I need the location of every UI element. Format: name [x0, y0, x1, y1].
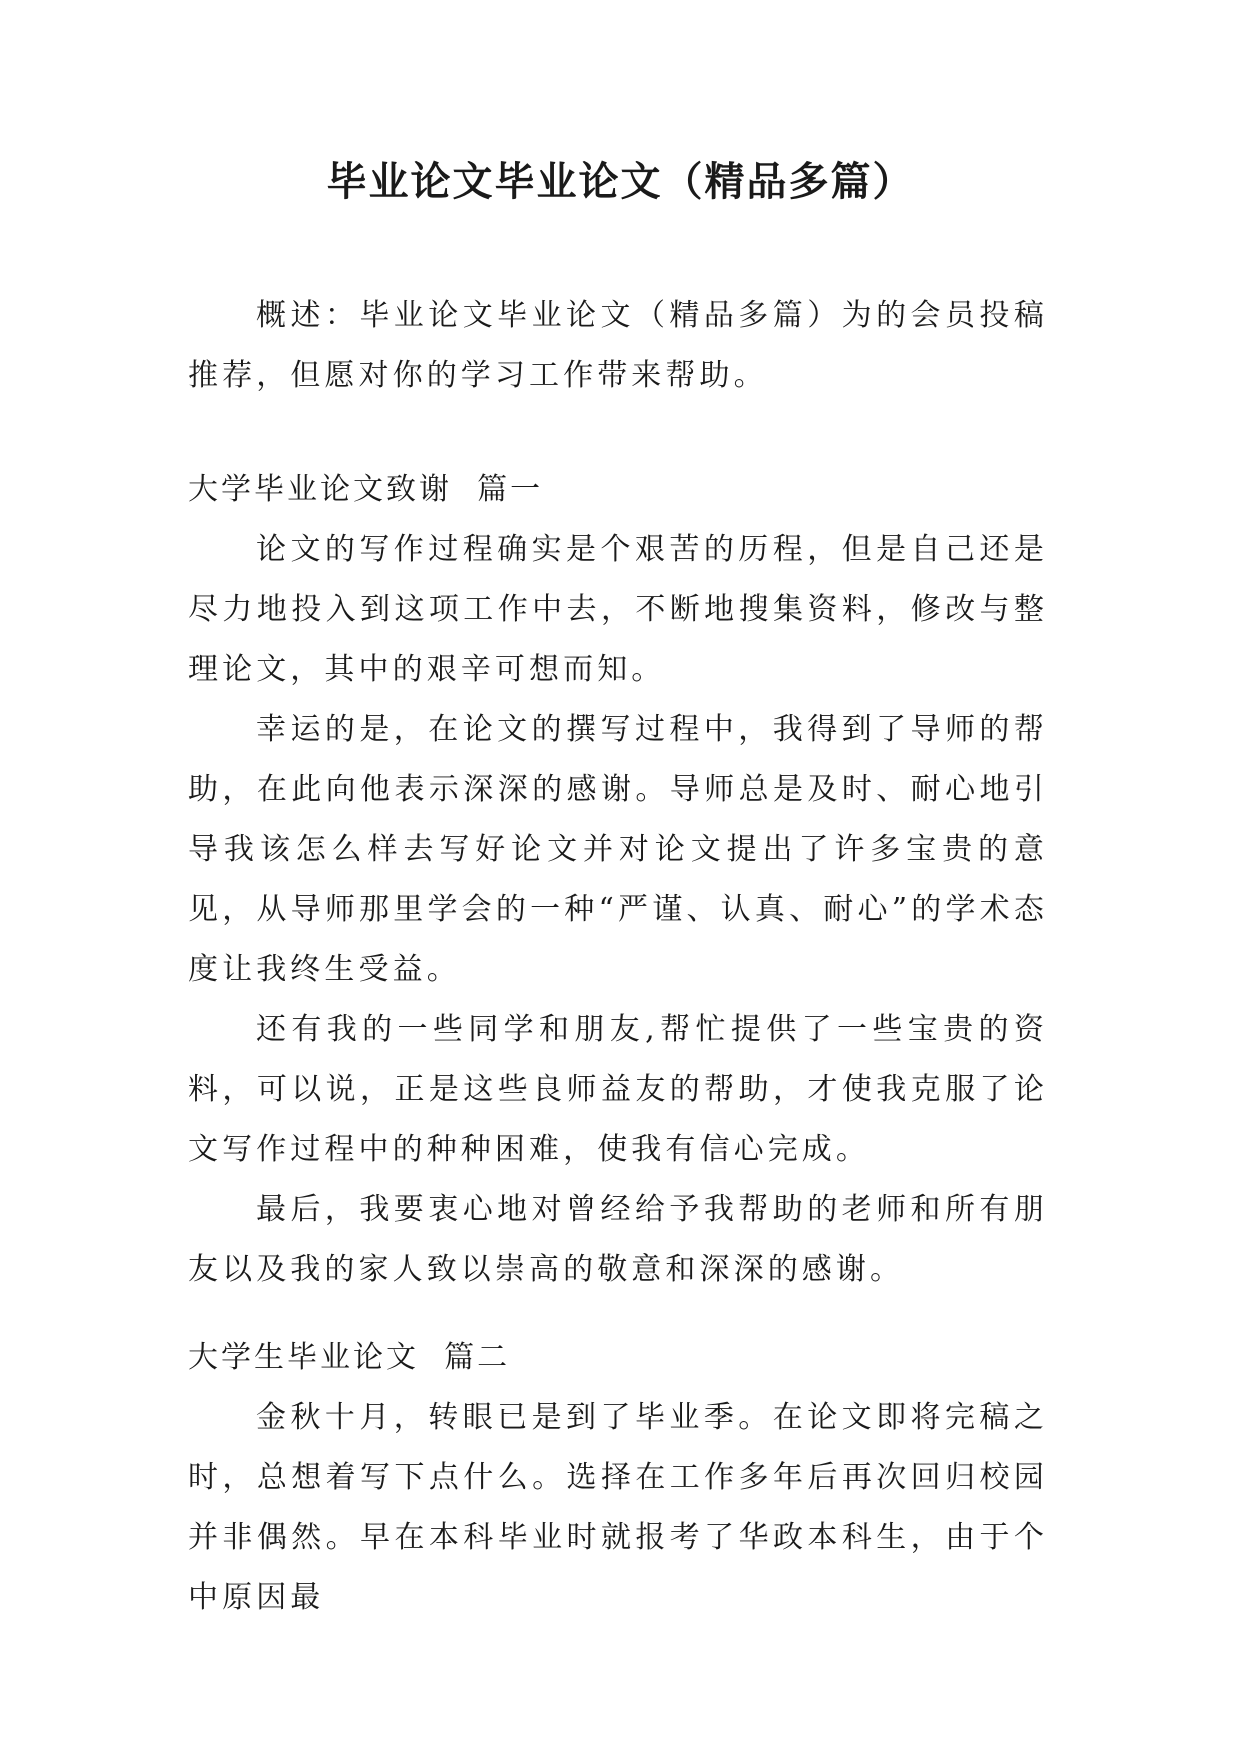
section-1-paragraph-4: 最后，我要衷心地对曾经给予我帮助的老师和所有朋友以及我的家人致以崇高的敬意和深深的感谢。	[188, 1192, 1048, 1287]
section-2-heading-block	[188, 1328, 1048, 1388]
section-1-heading-block	[188, 460, 1048, 520]
document-title: 毕业论文毕业论文（精品多篇）	[326, 159, 915, 205]
abstract-block	[188, 286, 1048, 406]
section-2-paragraph-1: 金秋十月，转眼已是到了毕业季。在论文即将完稿之时，总想着写下点什么。选择在工作多年后再次回归校园并非偶然。早在本科毕业时就报考了华政本科生，由于个中原因最	[188, 1400, 1048, 1615]
section-1-body	[188, 520, 1048, 1300]
section-1-paragraph-1: 论文的写作过程确实是个艰苦的历程，但是自己还是尽力地投入到这项工作中去，不断地搜集资料，修改与整理论文，其中的艰辛可想而知。	[188, 532, 1048, 687]
section-heading: 大学生毕业论文 篇二	[188, 1340, 511, 1375]
section-1-paragraph-2: 幸运的是，在论文的撰写过程中，我得到了导师的帮助，在此向他表示深深的感谢。导师总是及时、耐心地引导我该怎么样去写好论文并对论文提出了许多宝贵的意见，从导师那里学会的一种“严谨、认真、耐心”的学术态度让我终生受益。	[188, 712, 1048, 987]
section-heading: 大学毕业论文致谢 篇一	[188, 472, 544, 507]
section-2-body	[188, 1388, 1048, 1628]
section-1-paragraph-3: 还有我的一些同学和朋友,帮忙提供了一些宝贵的资料，可以说，正是这些良师益友的帮助，才使我克服了论文写作过程中的种种困难，使我有信心完成。	[188, 1012, 1048, 1167]
abstract-paragraph: 概述：毕业论文毕业论文（精品多篇）为的会员投稿推荐，但愿对你的学习工作带来帮助。	[188, 298, 1048, 393]
